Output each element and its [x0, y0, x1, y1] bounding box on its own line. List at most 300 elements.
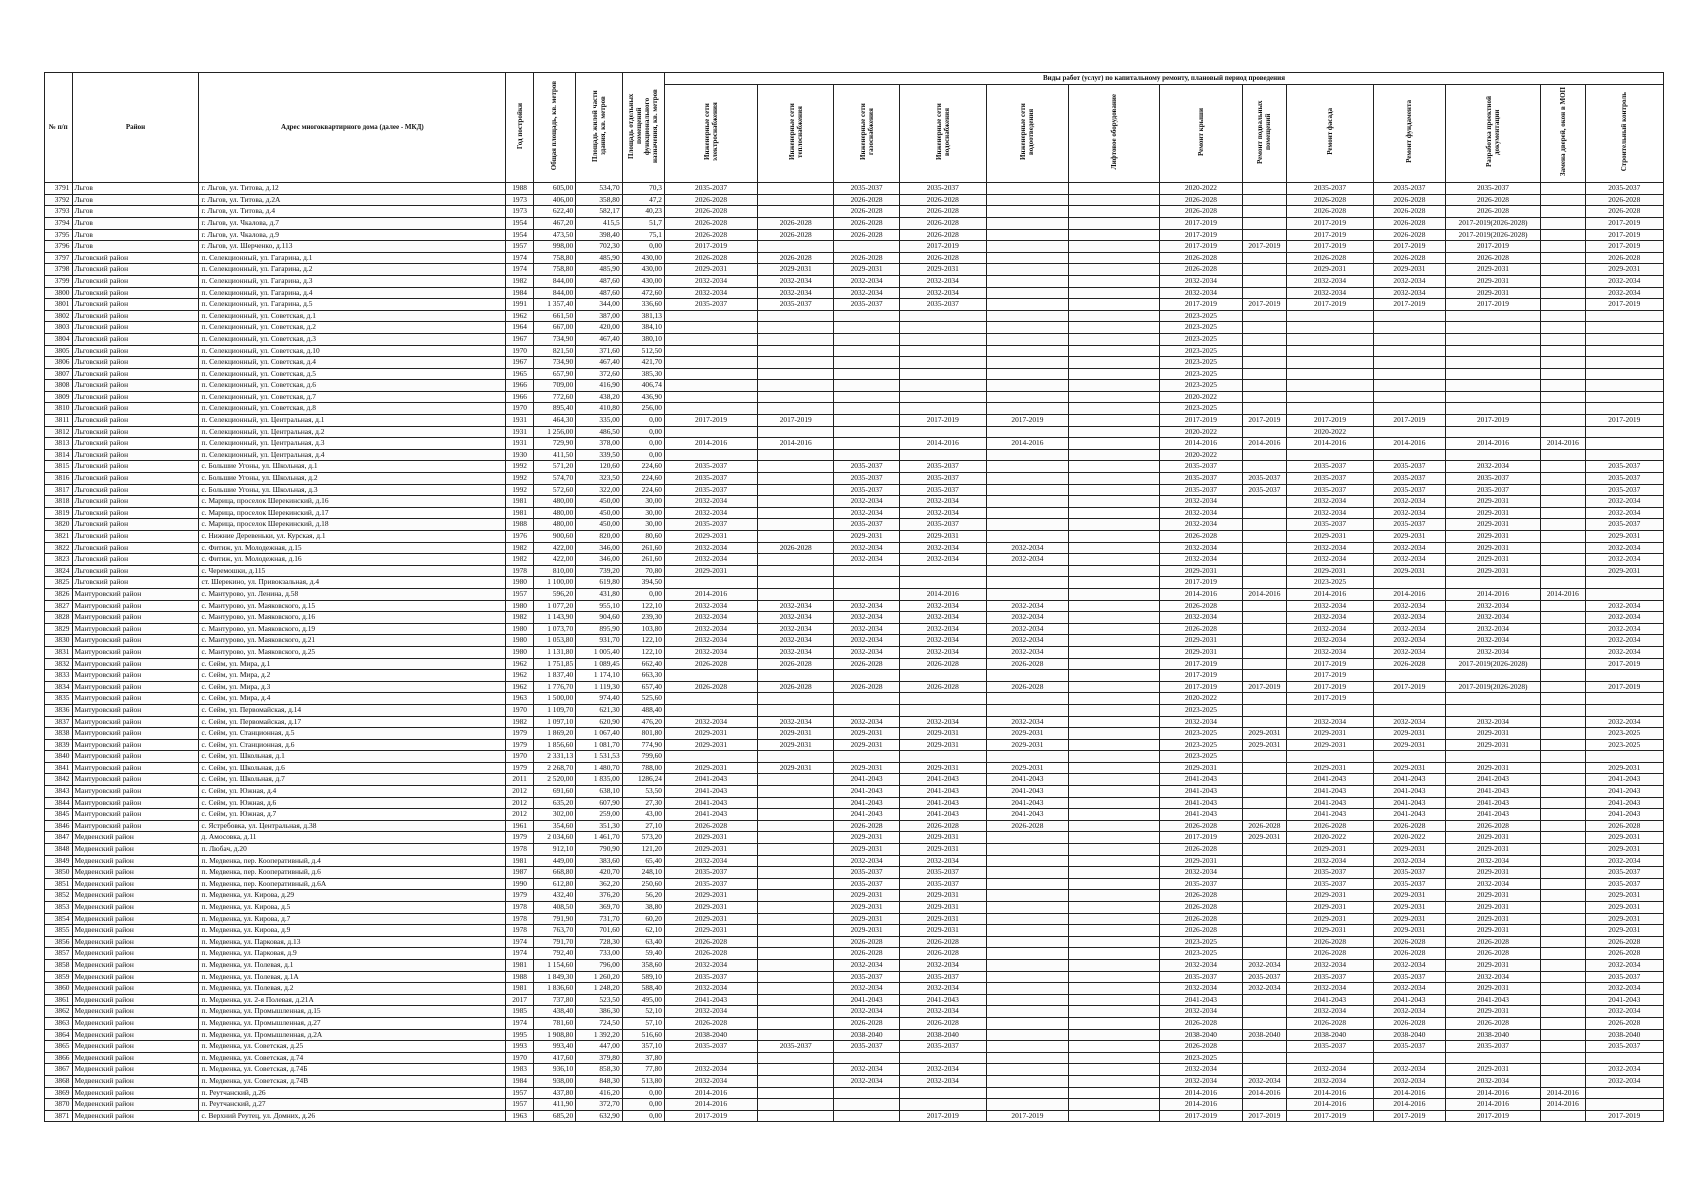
cell-elevator: [1069, 774, 1160, 786]
cell-facade: 2032-2034: [1287, 275, 1374, 287]
cell-foundation: 2041-2043: [1373, 774, 1445, 786]
cell-water: 2026-2028: [899, 206, 986, 218]
cell-foundation: [1373, 368, 1445, 380]
cell-elevator: [1069, 1110, 1160, 1122]
cell-design-docs: 2035-2037: [1445, 484, 1540, 496]
cell-heating: [758, 971, 834, 983]
cell-electric: 2029-2031: [665, 531, 758, 543]
cell-design-docs: 2029-2031: [1445, 275, 1540, 287]
cell-electric: [665, 751, 758, 763]
cell-total-area: 2 268,70: [533, 762, 575, 774]
cell-address: г. Льгов, ул. Чкалова, д.7: [199, 217, 506, 229]
cell-district: Медвенский район: [72, 1041, 199, 1053]
cell-doors-windows: [1541, 531, 1585, 543]
cell-design-docs: 2029-2031: [1445, 531, 1540, 543]
cell-doors-windows: [1541, 670, 1585, 682]
cell-construction-control: [1585, 391, 1663, 403]
table-row: [45, 252, 1664, 264]
cell-electric: 2029-2031: [665, 913, 758, 925]
cell-electric: 2032-2034: [665, 646, 758, 658]
cell-construction-control: 2026-2028: [1585, 948, 1663, 960]
cell-foundation: 2035-2037: [1373, 519, 1445, 531]
cell-total-area: 810,00: [533, 565, 575, 577]
cell-basement: 2017-2019: [1242, 681, 1286, 693]
cell-elevator: [1069, 1029, 1160, 1041]
cell-water: 2035-2037: [899, 183, 986, 195]
cell-roof: 2032-2034: [1160, 959, 1243, 971]
cell-roof: 2014-2016: [1160, 1087, 1243, 1099]
cell-total-area: 792,40: [533, 948, 575, 960]
cell-total-area: 417,60: [533, 1052, 575, 1064]
cell-basement: [1242, 368, 1286, 380]
table-row: [45, 855, 1664, 867]
cell-sewer: 2029-2031: [986, 762, 1069, 774]
cell-num: 3792: [45, 194, 73, 206]
cell-foundation: 2032-2034: [1373, 496, 1445, 508]
cell-construction-control: 2029-2031: [1585, 844, 1663, 856]
cell-foundation: [1373, 380, 1445, 392]
cell-year: 2012: [506, 797, 534, 809]
cell-basement: [1242, 507, 1286, 519]
cell-district: Мантуровский район: [72, 588, 199, 600]
cell-construction-control: [1585, 751, 1663, 763]
cell-address: с. Сейм, ул. Школьная, д.1: [199, 751, 506, 763]
table-row: [45, 461, 1664, 473]
cell-district: Льгов: [72, 183, 199, 195]
cell-electric: 2032-2034: [665, 1006, 758, 1018]
table-row: [45, 577, 1664, 589]
cell-living-area: 431,80: [576, 588, 623, 600]
cell-construction-control: 2017-2019: [1585, 217, 1663, 229]
cell-district: Мантуровский район: [72, 704, 199, 716]
cell-num: 3846: [45, 820, 73, 832]
cell-gas: [834, 588, 900, 600]
cell-electric: [665, 1052, 758, 1064]
cell-heating: [758, 368, 834, 380]
table-row: [45, 322, 1664, 334]
cell-foundation: [1373, 426, 1445, 438]
cell-electric: [665, 322, 758, 334]
cell-water: 2035-2037: [899, 867, 986, 879]
cell-roof: 2023-2025: [1160, 310, 1243, 322]
cell-basement: [1242, 704, 1286, 716]
cell-design-docs: 2014-2016: [1445, 1087, 1540, 1099]
cell-total-area: 1 256,00: [533, 426, 575, 438]
cell-construction-control: 2035-2037: [1585, 519, 1663, 531]
cell-elevator: [1069, 1075, 1160, 1087]
cell-water: [899, 357, 986, 369]
table-row: [45, 1064, 1664, 1076]
col-header-construction-control: Строительный контроль: [1585, 84, 1663, 183]
cell-electric: 2029-2031: [665, 890, 758, 902]
cell-total-area: 422,00: [533, 542, 575, 554]
cell-electric: 2026-2028: [665, 252, 758, 264]
cell-heating: [758, 183, 834, 195]
cell-basement: [1242, 600, 1286, 612]
cell-facade: [1287, 704, 1374, 716]
cell-elevator: [1069, 612, 1160, 624]
cell-elevator: [1069, 983, 1160, 995]
cell-foundation: 2026-2028: [1373, 936, 1445, 948]
cell-functional-area: 385,30: [622, 368, 664, 380]
cell-gas: 2032-2034: [834, 716, 900, 728]
cell-functional-area: 40,23: [622, 206, 664, 218]
cell-sewer: [986, 1029, 1069, 1041]
cell-district: Мантуровский район: [72, 716, 199, 728]
cell-functional-area: 224,60: [622, 473, 664, 485]
cell-elevator: [1069, 473, 1160, 485]
cell-basement: [1242, 809, 1286, 821]
col-header-basement: Ремонт подвальных помещений: [1242, 84, 1286, 183]
cell-sewer: [986, 322, 1069, 334]
cell-living-area: 702,30: [576, 241, 623, 253]
cell-total-area: 895,40: [533, 403, 575, 415]
cell-sewer: 2029-2031: [986, 739, 1069, 751]
cell-water: 2026-2028: [899, 1017, 986, 1029]
table-row: [45, 693, 1664, 705]
cell-doors-windows: [1541, 403, 1585, 415]
cell-electric: 2035-2037: [665, 519, 758, 531]
cell-sewer: 2026-2028: [986, 681, 1069, 693]
cell-construction-control: 2026-2028: [1585, 252, 1663, 264]
cell-foundation: 2035-2037: [1373, 878, 1445, 890]
cell-num: 3820: [45, 519, 73, 531]
cell-elevator: [1069, 832, 1160, 844]
cell-design-docs: 2029-2031: [1445, 832, 1540, 844]
cell-basement: [1242, 252, 1286, 264]
cell-elevator: [1069, 646, 1160, 658]
cell-water: 2035-2037: [899, 461, 986, 473]
cell-elevator: [1069, 542, 1160, 554]
cell-num: 3849: [45, 855, 73, 867]
cell-design-docs: 2032-2034: [1445, 1075, 1540, 1087]
cell-functional-area: 0,00: [622, 1099, 664, 1111]
cell-total-area: 449,00: [533, 855, 575, 867]
cell-heating: [758, 403, 834, 415]
cell-heating: [758, 484, 834, 496]
cell-elevator: [1069, 600, 1160, 612]
cell-num: 3796: [45, 241, 73, 253]
cell-facade: [1287, 751, 1374, 763]
table-row: [45, 878, 1664, 890]
cell-electric: 2026-2028: [665, 658, 758, 670]
cell-heating: [758, 994, 834, 1006]
cell-address: п. Медвенка, ул. Парковая, д.13: [199, 936, 506, 948]
cell-total-area: 406,00: [533, 194, 575, 206]
cell-year: 1979: [506, 762, 534, 774]
cell-facade: [1287, 391, 1374, 403]
cell-address: ст. Шерекино, ул. Привокзальная, д.4: [199, 577, 506, 589]
cell-year: 1970: [506, 345, 534, 357]
cell-year: 1930: [506, 449, 534, 461]
cell-foundation: 2032-2034: [1373, 716, 1445, 728]
cell-construction-control: 2017-2019: [1585, 658, 1663, 670]
cell-foundation: 2029-2031: [1373, 565, 1445, 577]
cell-basement: [1242, 623, 1286, 635]
cell-elevator: [1069, 681, 1160, 693]
cell-heating: [758, 693, 834, 705]
cell-district: Льгов: [72, 194, 199, 206]
cell-elevator: [1069, 287, 1160, 299]
cell-roof: 2032-2034: [1160, 496, 1243, 508]
cell-num: 3840: [45, 751, 73, 763]
cell-sewer: 2041-2043: [986, 774, 1069, 786]
cell-doors-windows: [1541, 565, 1585, 577]
cell-address: п. Медвенка, ул. Кирова, д.5: [199, 902, 506, 914]
cell-gas: 2032-2034: [834, 983, 900, 995]
cell-construction-control: 2032-2034: [1585, 287, 1663, 299]
cell-basement: [1242, 194, 1286, 206]
cell-construction-control: 2017-2019: [1585, 415, 1663, 427]
cell-doors-windows: 2014-2016: [1541, 1087, 1585, 1099]
cell-elevator: [1069, 310, 1160, 322]
cell-address: с. Мантурово, ул. Маяковского, д.21: [199, 635, 506, 647]
cell-heating: [758, 449, 834, 461]
cell-sewer: [986, 890, 1069, 902]
cell-living-area: 358,80: [576, 194, 623, 206]
cell-roof: 2035-2037: [1160, 484, 1243, 496]
cell-roof: 2023-2025: [1160, 322, 1243, 334]
cell-doors-windows: [1541, 426, 1585, 438]
cell-design-docs: 2029-2031: [1445, 959, 1540, 971]
cell-design-docs: 2032-2034: [1445, 623, 1540, 635]
table-row: [45, 1029, 1664, 1041]
cell-roof: 2032-2034: [1160, 612, 1243, 624]
col-header-roof: Ремонт крыши: [1160, 84, 1243, 183]
cell-functional-area: 59,40: [622, 948, 664, 960]
cell-living-area: 487,60: [576, 287, 623, 299]
cell-living-area: 120,60: [576, 461, 623, 473]
cell-gas: [834, 1087, 900, 1099]
cell-design-docs: [1445, 426, 1540, 438]
cell-district: Льговский район: [72, 565, 199, 577]
cell-gas: 2026-2028: [834, 206, 900, 218]
cell-water: 2014-2016: [899, 438, 986, 450]
cell-water: 2041-2043: [899, 797, 986, 809]
cell-year: 1982: [506, 716, 534, 728]
cell-district: Медвенский район: [72, 994, 199, 1006]
cell-design-docs: [1445, 310, 1540, 322]
cell-address: п. Медвенка, ул. Полевая, д.1: [199, 959, 506, 971]
table-row: [45, 704, 1664, 716]
cell-foundation: 2026-2028: [1373, 206, 1445, 218]
cell-gas: [834, 357, 900, 369]
cell-water: 2038-2040: [899, 1029, 986, 1041]
cell-total-area: 998,00: [533, 241, 575, 253]
table-row: [45, 554, 1664, 566]
cell-design-docs: 2029-2031: [1445, 983, 1540, 995]
cell-foundation: 2029-2031: [1373, 264, 1445, 276]
cell-roof: 2026-2028: [1160, 1041, 1243, 1053]
cell-basement: [1242, 1064, 1286, 1076]
cell-gas: 2026-2028: [834, 681, 900, 693]
cell-living-area: 346,00: [576, 542, 623, 554]
cell-construction-control: 2026-2028: [1585, 206, 1663, 218]
cell-electric: 2029-2031: [665, 925, 758, 937]
cell-elevator: [1069, 415, 1160, 427]
cell-num: 3853: [45, 902, 73, 914]
cell-design-docs: 2026-2028: [1445, 820, 1540, 832]
cell-district: Льговский район: [72, 287, 199, 299]
cell-address: с. Верхний Реутец, ул. Домних, д.26: [199, 1110, 506, 1122]
cell-electric: 2029-2031: [665, 728, 758, 740]
cell-basement: 2017-2019: [1242, 299, 1286, 311]
cell-facade: 2041-2043: [1287, 809, 1374, 821]
table-row: [45, 345, 1664, 357]
table-row: [45, 612, 1664, 624]
cell-heating: 2029-2031: [758, 728, 834, 740]
cell-heating: 2026-2028: [758, 681, 834, 693]
cell-roof: 2020-2022: [1160, 449, 1243, 461]
cell-basement: [1242, 391, 1286, 403]
table-row: [45, 299, 1664, 311]
cell-construction-control: 2032-2034: [1585, 646, 1663, 658]
cell-doors-windows: [1541, 878, 1585, 890]
cell-gas: [834, 368, 900, 380]
cell-year: 1970: [506, 1052, 534, 1064]
cell-address: п. Селекционный, ул. Центральная, д.2: [199, 426, 506, 438]
cell-functional-area: 380,10: [622, 333, 664, 345]
cell-address: п. Медвенка, ул. Полевая, д.2: [199, 983, 506, 995]
cell-electric: [665, 670, 758, 682]
cell-facade: 2035-2037: [1287, 473, 1374, 485]
cell-construction-control: 2029-2031: [1585, 890, 1663, 902]
cell-elevator: [1069, 936, 1160, 948]
cell-facade: 2029-2031: [1287, 844, 1374, 856]
table-row: [45, 983, 1664, 995]
cell-design-docs: [1445, 403, 1540, 415]
cell-elevator: [1069, 519, 1160, 531]
cell-year: 2012: [506, 809, 534, 821]
cell-num: 3825: [45, 577, 73, 589]
cell-heating: [758, 241, 834, 253]
cell-gas: 2029-2031: [834, 844, 900, 856]
cell-total-area: 758,80: [533, 252, 575, 264]
cell-construction-control: 2029-2031: [1585, 531, 1663, 543]
cell-living-area: 438,20: [576, 391, 623, 403]
cell-living-area: 974,40: [576, 693, 623, 705]
cell-water: 2017-2019: [899, 241, 986, 253]
cell-doors-windows: [1541, 241, 1585, 253]
cell-roof: 2026-2028: [1160, 913, 1243, 925]
table-row: [45, 1041, 1664, 1053]
cell-foundation: 2041-2043: [1373, 809, 1445, 821]
cell-sewer: [986, 496, 1069, 508]
cell-living-area: 724,50: [576, 1017, 623, 1029]
cell-sewer: [986, 902, 1069, 914]
cell-facade: 2017-2019: [1287, 693, 1374, 705]
cell-sewer: [986, 832, 1069, 844]
cell-roof: 2026-2028: [1160, 1017, 1243, 1029]
cell-facade: 2041-2043: [1287, 774, 1374, 786]
cell-year: 1962: [506, 681, 534, 693]
cell-roof: 2017-2019: [1160, 415, 1243, 427]
col-header-elevator: Лифтовое оборудование: [1069, 84, 1160, 183]
cell-basement: [1242, 1052, 1286, 1064]
cell-gas: 2029-2031: [834, 739, 900, 751]
cell-total-area: 737,80: [533, 994, 575, 1006]
cell-roof: 2023-2025: [1160, 403, 1243, 415]
cell-electric: 2029-2031: [665, 902, 758, 914]
table-row: [45, 217, 1664, 229]
cell-sewer: 2032-2034: [986, 542, 1069, 554]
cell-num: 3813: [45, 438, 73, 450]
cell-foundation: 2026-2028: [1373, 194, 1445, 206]
cell-roof: 2023-2025: [1160, 948, 1243, 960]
cell-electric: 2041-2043: [665, 786, 758, 798]
cell-basement: [1242, 542, 1286, 554]
cell-heating: [758, 983, 834, 995]
cell-living-area: 931,70: [576, 635, 623, 647]
cell-heating: [758, 902, 834, 914]
cell-heating: [758, 426, 834, 438]
cell-year: 1985: [506, 1006, 534, 1018]
cell-sewer: [986, 473, 1069, 485]
cell-elevator: [1069, 739, 1160, 751]
cell-heating: 2026-2028: [758, 252, 834, 264]
cell-num: 3798: [45, 264, 73, 276]
cell-sewer: [986, 1099, 1069, 1111]
cell-living-area: 376,20: [576, 890, 623, 902]
cell-facade: 2026-2028: [1287, 206, 1374, 218]
cell-address: с. Марица, проселок Шерекинский, д.16: [199, 496, 506, 508]
cell-design-docs: [1445, 345, 1540, 357]
cell-doors-windows: [1541, 1110, 1585, 1122]
cell-water: 2026-2028: [899, 820, 986, 832]
cell-gas: [834, 322, 900, 334]
cell-facade: 2026-2028: [1287, 820, 1374, 832]
cell-facade: [1287, 449, 1374, 461]
cell-living-area: 485,90: [576, 252, 623, 264]
cell-construction-control: 2026-2028: [1585, 1017, 1663, 1029]
cell-electric: 2035-2037: [665, 867, 758, 879]
table-row: [45, 391, 1664, 403]
cell-water: 2041-2043: [899, 774, 986, 786]
cell-electric: [665, 380, 758, 392]
cell-sewer: 2032-2034: [986, 635, 1069, 647]
table-row: [45, 959, 1664, 971]
table-row: [45, 333, 1664, 345]
cell-total-area: 572,60: [533, 484, 575, 496]
cell-basement: 2038-2040: [1242, 1029, 1286, 1041]
cell-sewer: [986, 1041, 1069, 1053]
cell-num: 3854: [45, 913, 73, 925]
cell-functional-area: 421,70: [622, 357, 664, 369]
cell-district: Льговский район: [72, 264, 199, 276]
cell-num: 3819: [45, 507, 73, 519]
cell-roof: 2017-2019: [1160, 670, 1243, 682]
cell-heating: [758, 322, 834, 334]
cell-district: Мантуровский район: [72, 797, 199, 809]
cell-year: 1978: [506, 925, 534, 937]
cell-living-area: 362,20: [576, 878, 623, 890]
table-row: [45, 948, 1664, 960]
cell-water: 2029-2031: [899, 890, 986, 902]
col-header-address: Адрес многоквартирного дома (далее - МКД): [199, 73, 506, 183]
cell-year: 1979: [506, 890, 534, 902]
cell-address: п. Селекционный, ул. Центральная, д.1: [199, 415, 506, 427]
cell-construction-control: 2032-2034: [1585, 983, 1663, 995]
cell-sewer: 2041-2043: [986, 786, 1069, 798]
cell-water: 2035-2037: [899, 299, 986, 311]
cell-living-area: 620,90: [576, 716, 623, 728]
cell-roof: 2032-2034: [1160, 542, 1243, 554]
cell-doors-windows: [1541, 542, 1585, 554]
cell-living-area: 486,50: [576, 426, 623, 438]
cell-gas: 2029-2031: [834, 762, 900, 774]
cell-address: с. Мантурово, ул. Маяковского, д.19: [199, 623, 506, 635]
cell-elevator: [1069, 333, 1160, 345]
